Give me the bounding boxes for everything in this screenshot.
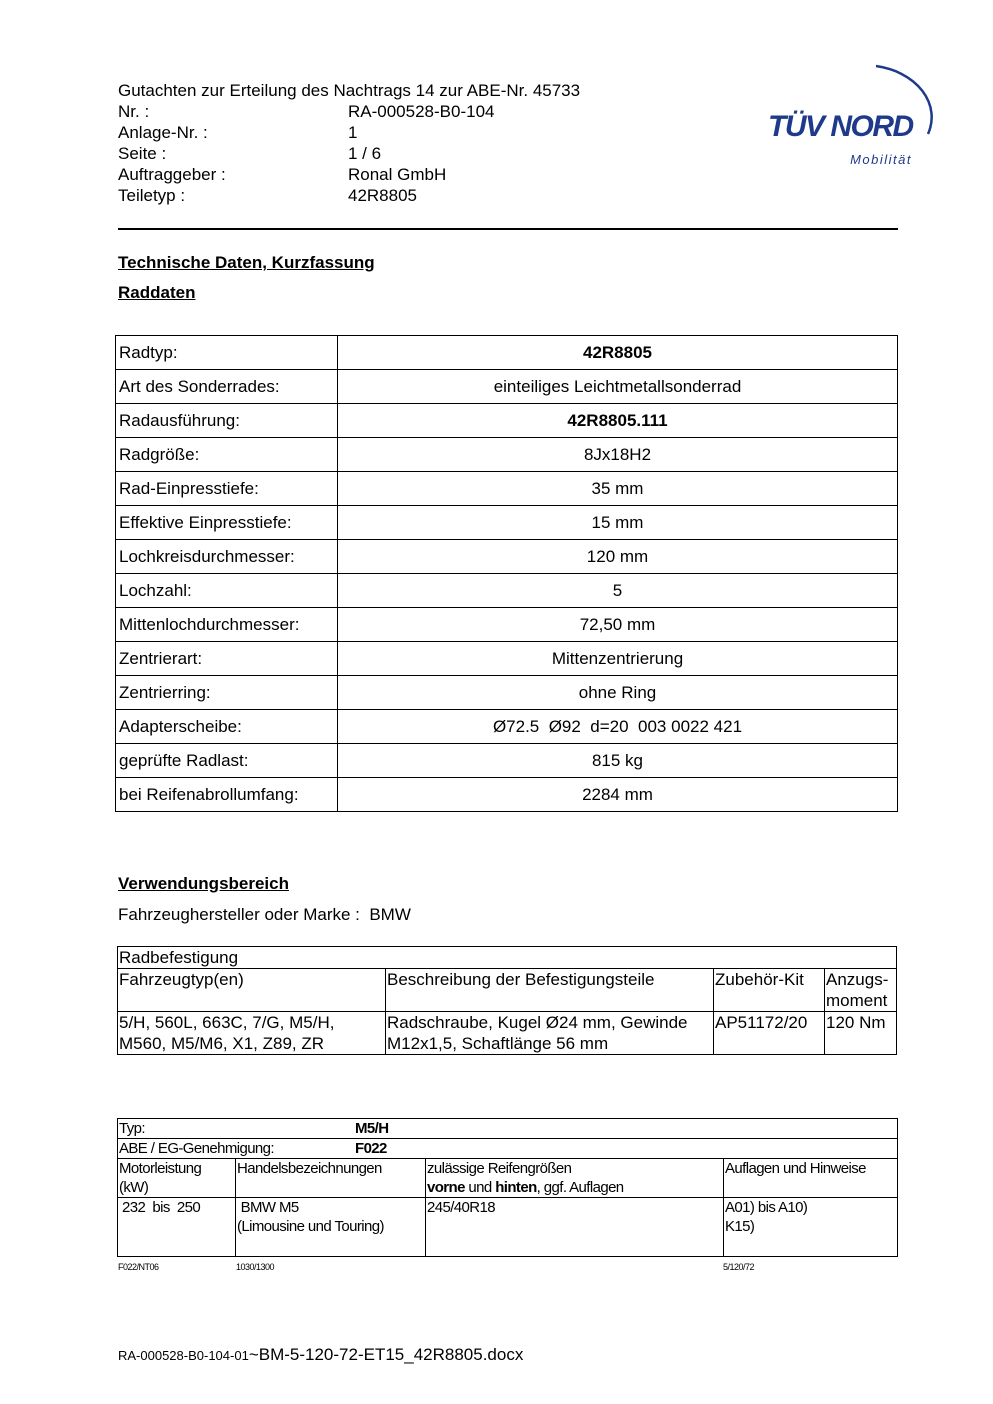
row-value: 35 mm [338,472,898,506]
table-row [118,947,897,969]
cell-line: BMW M5 [237,1199,299,1216]
table-row [116,778,898,812]
row-label: Radtyp: [116,336,338,370]
table-header-row [118,1159,898,1198]
table-row [116,574,898,608]
row-label: Radgröße: [116,438,338,472]
column-header: Auflagen und Hinweise [724,1159,898,1198]
column-header: Fahrzeugtyp(en) [118,969,386,1012]
table-row [116,608,898,642]
table-row [116,744,898,778]
cell-bold: hinten [495,1179,537,1196]
column-header [426,1159,724,1198]
column-header [825,969,897,1012]
cell-line: Motorleistung [119,1160,202,1177]
document-title: Gutachten zur Erteilung des Nachtrags 14 zur ABE-Nr. 45733 [118,81,581,100]
header-field-value: 42R8805 [348,186,418,205]
make-label: Fahrzeughersteller oder Marke : [118,905,360,924]
header-field-value: 1 / 6 [348,144,382,163]
header-field-label: Seite : [118,144,167,163]
table-row [116,676,898,710]
table-cell [118,1139,898,1159]
row-label: geprüfte Radlast: [116,744,338,778]
row-value: 5 [338,574,898,608]
wheel-data-table [115,335,898,812]
table-row [116,472,898,506]
table-cell [118,1119,898,1139]
cell-line: A01) bis A10) [725,1199,808,1216]
table-cell [724,1198,898,1257]
table-cell: 245/40R18 [426,1198,724,1257]
cell-bold: vorne [427,1179,465,1196]
row-value: 15 mm [338,506,898,540]
section-subheading: Raddaten [118,283,196,302]
row-label: Lochzahl: [116,574,338,608]
row-label: Zentrierring: [116,676,338,710]
abe-label: ABE / EG-Genehmigung: [119,1140,274,1157]
column-header: Zubehör-Kit [714,969,825,1012]
cell-line: (Limousine und Touring) [237,1218,384,1235]
row-label: Rad-Einpresstiefe: [116,472,338,506]
table-row [116,438,898,472]
column-header [118,1159,236,1198]
cell-line: M12x1,5, Schaftlänge 56 mm [387,1034,609,1053]
table-header-row [118,969,897,1012]
footer-prefix: RA-000528-B0-104-01 [118,1348,249,1363]
table-row [118,1012,897,1055]
row-value: 72,50 mm [338,608,898,642]
small-code: F022/NT06 [118,1262,159,1272]
table-cell [386,1012,714,1055]
row-value: Mittenzentrierung [338,642,898,676]
table-row [116,370,898,404]
header-moment-line2: moment [826,991,888,1010]
cell-line: K15) [725,1218,755,1235]
cell-line: Radschraube, Kugel Ø24 mm, Gewinde [387,1013,688,1032]
header-moment-line1: Anzugs- [826,970,889,989]
row-value: ohne Ring [338,676,898,710]
row-value: einteiliges Leichtmetallsonderrad [338,370,898,404]
header-field-label: Auftraggeber : [118,165,226,184]
table-cell: 120 Nm [825,1012,897,1055]
small-code: 1030/1300 [236,1262,275,1272]
table-row [118,1119,898,1139]
row-value: Ø72.5 Ø92 d=20 003 0022 421 [338,710,898,744]
header-field-value: Ronal GmbH [348,165,447,184]
column-header: Beschreibung der Befestigungsteile [386,969,714,1012]
section-heading: Technische Daten, Kurzfassung [118,253,375,272]
table-title: Radbefestigung [118,947,897,969]
header-field-value: 1 [348,123,358,142]
table-row [116,404,898,438]
row-label: Adapterscheibe: [116,710,338,744]
typ-value: M5/H [355,1120,389,1137]
table-row [118,1198,898,1257]
table-row [116,642,898,676]
typ-label: Typ: [119,1120,145,1137]
header-field [118,122,580,143]
row-value: 42R8805.111 [338,404,898,438]
row-value: 42R8805 [338,336,898,370]
row-label: bei Reifenabrollumfang: [116,778,338,812]
table-row [116,540,898,574]
table-cell [118,1012,386,1055]
row-value: 2284 mm [338,778,898,812]
cell-line: zulässige Reifengrößen [427,1160,572,1177]
table-row [116,710,898,744]
logo-brand-text: TÜV NORD [768,110,913,143]
wheel-mounting-table [117,946,897,1055]
table-row [116,506,898,540]
header-field [118,101,580,122]
cell-line: 5/H, 560L, 663C, 7/G, M5/H, [119,1013,335,1032]
row-value: 8Jx18H2 [338,438,898,472]
table-cell: AP51172/20 [714,1012,825,1055]
header-field-label: Anlage-Nr. : [118,123,208,142]
header-field-label: Nr. : [118,102,150,121]
row-value: 815 kg [338,744,898,778]
cell-line: (kW) [119,1179,149,1196]
cell-text: , ggf. Auflagen [536,1179,624,1196]
header-field-value: RA-000528-B0-104 [348,102,495,121]
row-label: Art des Sonderrades: [116,370,338,404]
row-label: Radausführung: [116,404,338,438]
column-header: Handelsbezeichnungen [236,1159,426,1198]
vehicle-make-line [118,905,411,925]
vehicle-type-table [117,1118,898,1257]
logo-subtitle-text: Mobilität [850,152,912,167]
file-name-footer [118,1345,523,1365]
header-field [118,143,580,164]
footer-suffix: ~BM-5-120-72-ET15_42R8805.docx [248,1345,524,1364]
table-row [118,1139,898,1159]
row-label: Zentrierart: [116,642,338,676]
section-heading: Verwendungsbereich [118,874,289,893]
header-field-label: Teiletyp : [118,186,186,205]
header-divider [118,228,898,230]
cell-text: und [464,1179,496,1196]
small-code: 5/120/72 [723,1262,755,1272]
cell-line: M560, M5/M6, X1, Z89, ZR [119,1034,325,1053]
header-field [118,164,580,185]
header-field [118,185,580,206]
row-label: Effektive Einpresstiefe: [116,506,338,540]
document-header [118,80,580,206]
make-value: BMW [369,905,411,924]
abe-value: F022 [355,1140,387,1157]
row-value: 120 mm [338,540,898,574]
row-label: Mittenlochdurchmesser: [116,608,338,642]
table-row [116,336,898,370]
table-cell [236,1198,426,1257]
tuev-nord-logo [766,58,941,173]
table-cell: 232 bis 250 [118,1198,236,1257]
row-label: Lochkreisdurchmesser: [116,540,338,574]
